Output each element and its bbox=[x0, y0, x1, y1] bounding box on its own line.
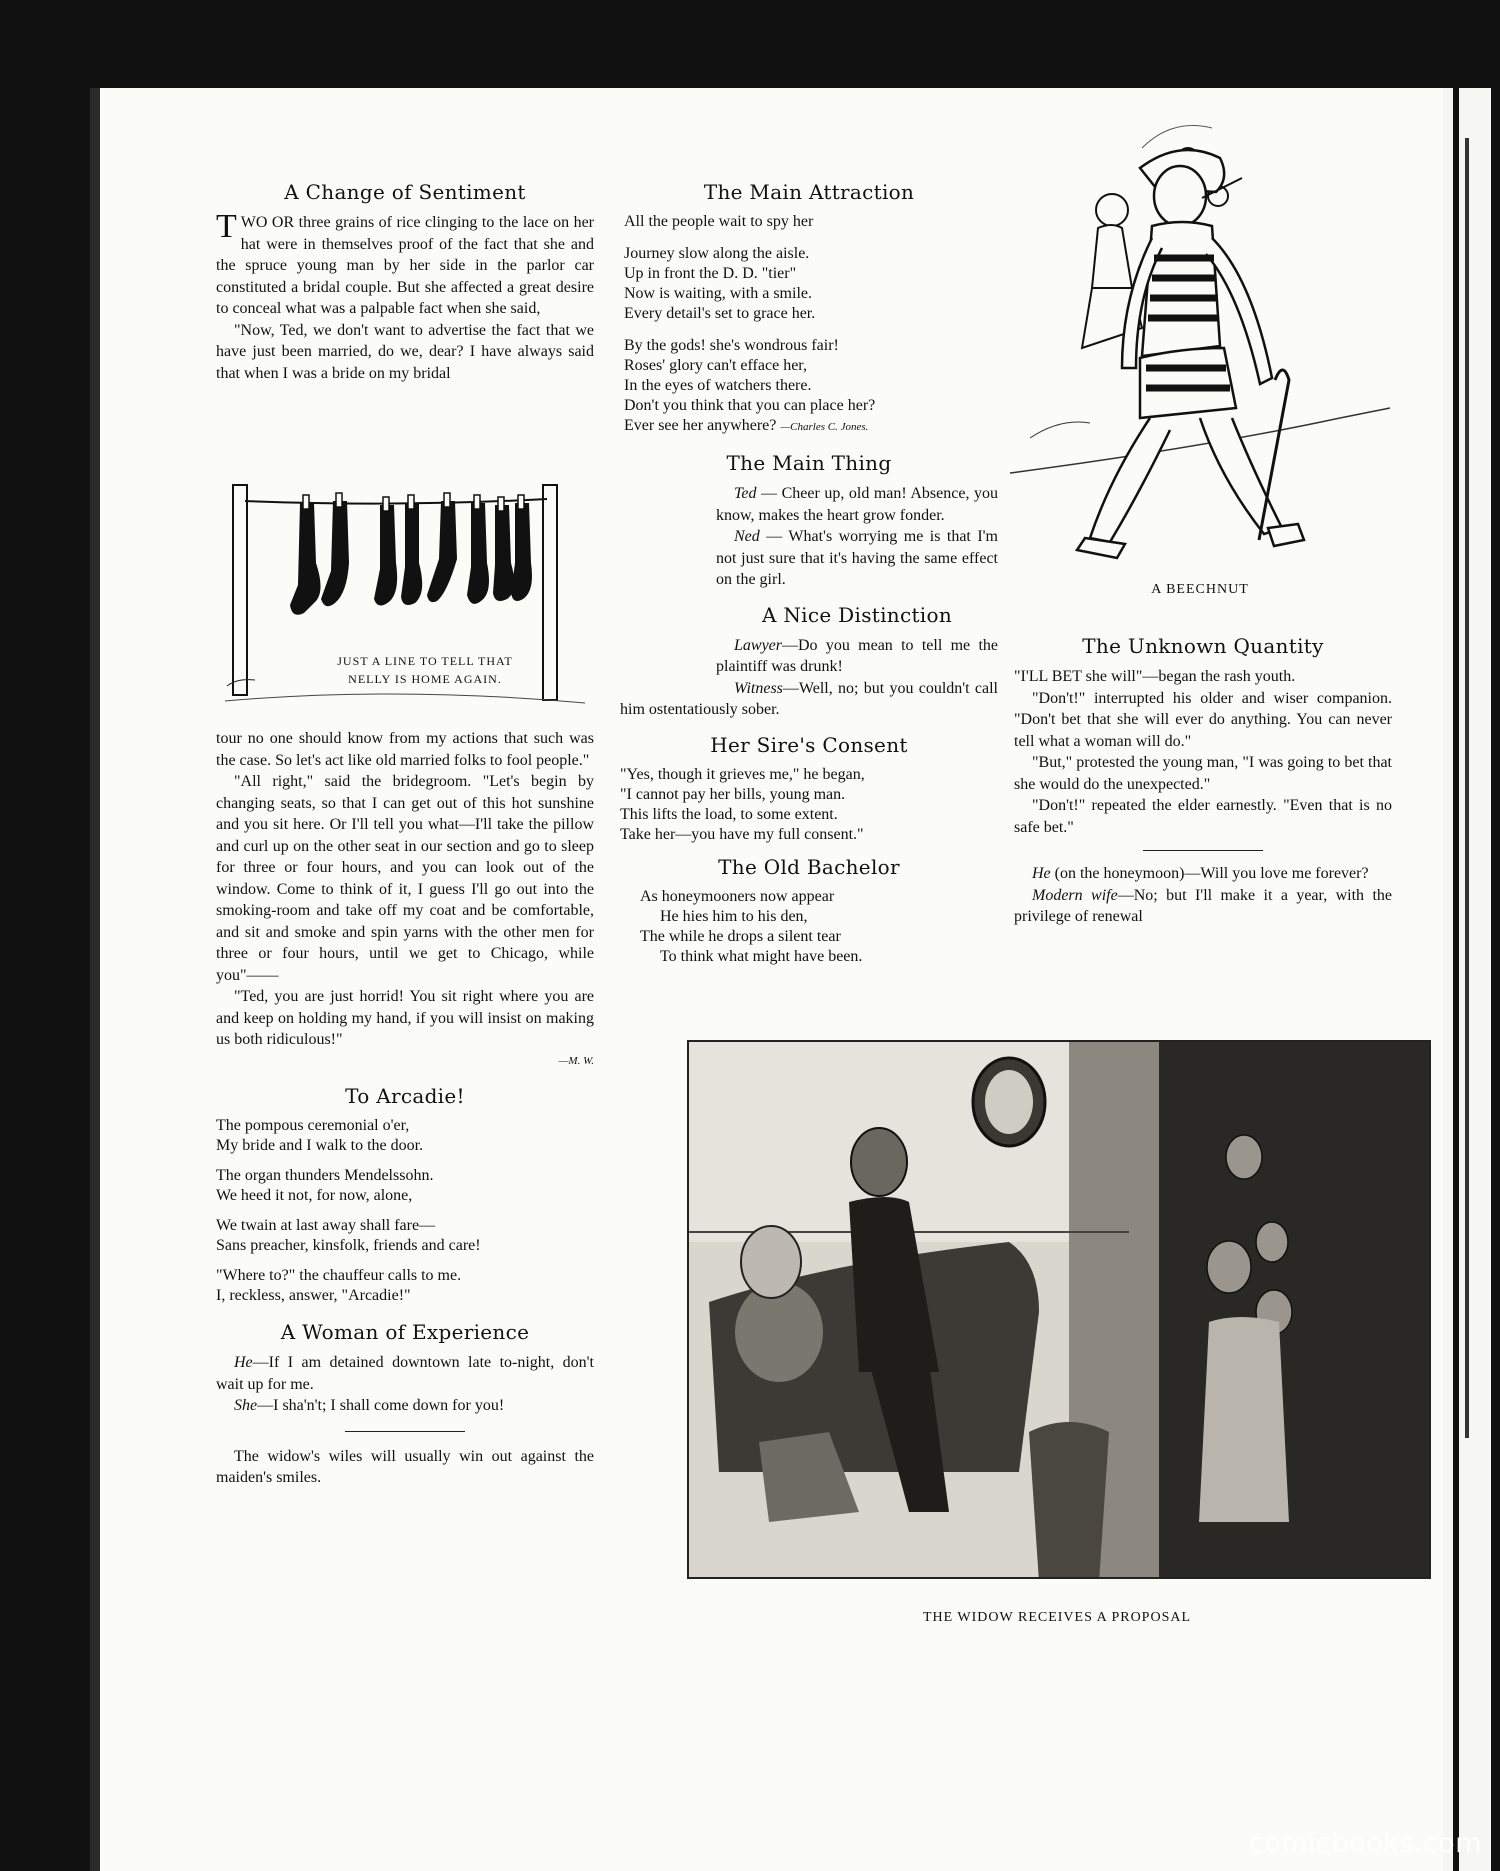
article-title-nice-distinction: A Nice Distinction bbox=[761, 602, 953, 627]
caption-line: NELLY IS HOME AGAIN. bbox=[348, 672, 502, 686]
verse-text: Ever see her anywhere? bbox=[624, 417, 777, 434]
article-title-main-attraction: The Main Attraction bbox=[703, 180, 915, 204]
verse-line: This lifts the load, to some extent. bbox=[620, 805, 838, 823]
drop-cap: T bbox=[216, 208, 237, 245]
verse-line: "I cannot pay her bills, young man. bbox=[620, 785, 846, 803]
clothesline-caption bbox=[305, 652, 545, 688]
verse-line: "Where to?" the chauffeur calls to me. bbox=[216, 1267, 462, 1284]
paragraph: "But," protested the young man, "I was going to bet that she would do the unexpected." bbox=[1014, 754, 1392, 793]
widow-proposal-illustration bbox=[687, 1040, 1431, 1579]
paragraph: "Don't!" repeated the elder earnestly. "Even that is no safe bet." bbox=[1014, 797, 1392, 836]
article-title-her-sires-consent: Her Sire's Consent bbox=[710, 732, 908, 757]
byline: —M. W. bbox=[558, 1054, 594, 1067]
caption-line: JUST A LINE TO TELL THAT bbox=[337, 654, 513, 668]
change-of-sentiment-opening bbox=[216, 208, 594, 384]
speaker-label: She bbox=[234, 1397, 258, 1414]
dialogue-line bbox=[716, 483, 998, 526]
arcadie-verse bbox=[216, 1116, 594, 1306]
dialogue-line bbox=[620, 678, 998, 721]
dialogue-text: —Do you mean to tell me the plaintiff was drunk! bbox=[716, 636, 998, 675]
verse-line: I, reckless, answer, "Arcadie!" bbox=[216, 1287, 411, 1304]
article-title-to-arcadie: To Arcadie! bbox=[345, 1084, 465, 1108]
verse-line bbox=[624, 416, 998, 437]
dialogue-line bbox=[1014, 863, 1392, 885]
page-edge-left bbox=[90, 88, 100, 1871]
speaker-label: Modern wife bbox=[1032, 886, 1118, 904]
verse-line: "Yes, though it grieves me," he began, bbox=[620, 765, 865, 783]
verse-line: Up in front the D. D. "tier" bbox=[624, 265, 797, 282]
verse-line: By the gods! she's wondrous fair! bbox=[624, 337, 839, 354]
widow-proposal-caption: THE WIDOW RECEIVES A PROPOSAL bbox=[922, 1610, 1192, 1625]
verse-line: We twain at last away shall fare— bbox=[216, 1217, 436, 1234]
paragraph: "Don't!" interrupted his older and wiser companion. "Don't bet that she will ever do anything. You can never tell what a woman will do." bbox=[1014, 689, 1392, 750]
dialogue-line bbox=[216, 1352, 594, 1395]
article-title-change-of-sentiment: A Change of Sentiment bbox=[284, 180, 526, 204]
dialogue-text: —No; but I'll make it a year, with the privilege of renewal bbox=[1014, 886, 1392, 925]
verse-line: Now is waiting, with a smile. bbox=[624, 285, 812, 302]
dialogue-text: — What's worrying me is that I'm not just sure that it's having the same effect on the girl. bbox=[716, 528, 998, 588]
column-2 bbox=[620, 180, 998, 977]
sire-verse bbox=[620, 765, 998, 845]
column-1 bbox=[216, 180, 594, 384]
divider bbox=[1143, 850, 1263, 851]
beechnut-illustration bbox=[1000, 118, 1400, 597]
dialogue-text: (on the honeymoon)—Will you love me forever? bbox=[1050, 865, 1369, 882]
verse-line: The organ thunders Mendelssohn. bbox=[216, 1167, 434, 1184]
site-watermark: comicbooks.com bbox=[1248, 1828, 1482, 1859]
bather-drawing bbox=[1000, 118, 1400, 578]
verse-line: Roses' glory can't efface her, bbox=[624, 357, 807, 374]
speaker-label: Lawyer bbox=[734, 636, 782, 654]
verse-line: Take her—you have my full consent." bbox=[620, 825, 864, 843]
dialogue-text: —If I am detained downtown late to-night, don't wait up for me. bbox=[216, 1354, 594, 1393]
verse-line: Sans preacher, kinsfolk, friends and care! bbox=[216, 1237, 481, 1254]
verse-line: The while he drops a silent tear bbox=[640, 927, 841, 945]
parlor-scene-drawing bbox=[689, 1042, 1429, 1577]
dialogue-text: —Well, no; but you couldn't call him ostentatiously sober. bbox=[620, 679, 998, 718]
dialogue-line bbox=[1014, 885, 1392, 928]
paragraph: The widow's wiles will usually win out against the maiden's smiles. bbox=[216, 1447, 594, 1486]
paragraph: "Now, Ted, we don't want to advertise the fact that we have just been married, do we, dear? I have always said that when I was a bride on my bridal bbox=[216, 321, 594, 382]
byline: —Charles C. Jones. bbox=[780, 421, 869, 433]
verse-line: Don't you think that you can place her? bbox=[624, 397, 876, 414]
verse-line: My bride and I walk to the door. bbox=[216, 1137, 424, 1154]
verse-line: Every detail's set to grace her. bbox=[624, 305, 816, 322]
divider bbox=[345, 1431, 465, 1432]
paragraph: "Ted, you are just horrid! You sit right where you are and keep on holding my hand, if you will insist on making us both ridiculous!" bbox=[216, 988, 594, 1048]
paragraph: tour no one should know from my actions that such was the case. So let's act like old married folks to fool people." bbox=[216, 730, 594, 769]
column-3 bbox=[1014, 634, 1392, 928]
verse-line: Journey slow along the aisle. bbox=[624, 245, 810, 262]
dialogue-line bbox=[716, 635, 998, 678]
verse-line: As honeymooners now appear bbox=[640, 887, 835, 905]
verse-line: We heed it not, for now, alone, bbox=[216, 1187, 413, 1204]
paragraph: WO OR three grains of rice clinging to the lace on her hat were in themselves proof of the fact that she and the spruce young man by her side in the parlor car constituted a bridal couple. But she affected a great desire to conceal what was a palpable fact when she said, bbox=[216, 214, 594, 317]
speaker-label: Ted bbox=[734, 485, 757, 502]
article-title-old-bachelor: The Old Bachelor bbox=[718, 854, 900, 879]
article-title-woman-of-experience: A Woman of Experience bbox=[280, 1320, 530, 1344]
magazine-page bbox=[90, 88, 1460, 1871]
dialogue-line bbox=[716, 526, 998, 591]
dialogue-line bbox=[216, 1395, 594, 1417]
verse-line: In the eyes of watchers there. bbox=[624, 377, 812, 394]
article-title-unknown-quantity: The Unknown Quantity bbox=[1082, 634, 1324, 658]
verse-line: All the people wait to spy her bbox=[624, 213, 814, 230]
column-1-continued bbox=[216, 728, 594, 1489]
article-title-main-thing: The Main Thing bbox=[726, 451, 892, 475]
paragraph: "All right," said the bridegroom. "Let's begin by changing seats, so that I can get out of this hot sunshine and you sit here. Or I'll tell you what—I'll take the pillow and curl up on the other seat in our section and go to sleep for three or four hours, and you can look out of the window. Come to think of it, I guess I'll go out into the smoking-room and take off my coat and be comfortable, and sit and smoke and spin yarns with the other men for three or four hours, until we get to Chicago, while you"—— bbox=[216, 773, 594, 984]
adjacent-page-edge bbox=[1443, 88, 1491, 1871]
speaker-label: He bbox=[234, 1354, 253, 1371]
verse-line: He hies him to his den, bbox=[660, 907, 808, 925]
verse-line: The pompous ceremonial o'er, bbox=[216, 1117, 410, 1134]
clothesline-illustration bbox=[215, 471, 595, 711]
beechnut-caption: A BEECHNUT bbox=[1151, 582, 1249, 597]
attraction-verse bbox=[624, 212, 998, 437]
bachelor-verse bbox=[640, 887, 998, 967]
dialogue-text: — Cheer up, old man! Absence, you know, makes the heart grow fonder. bbox=[716, 485, 998, 524]
speaker-label: He bbox=[1032, 865, 1051, 882]
speaker-label: Ned bbox=[734, 528, 760, 545]
dialogue-text: —I sha'n't; I shall come down for you! bbox=[257, 1397, 505, 1414]
paragraph: "I'LL BET she will"—began the rash youth. bbox=[1014, 668, 1296, 685]
verse-line: To think what might have been. bbox=[660, 947, 863, 965]
speaker-label: Witness bbox=[734, 679, 783, 697]
